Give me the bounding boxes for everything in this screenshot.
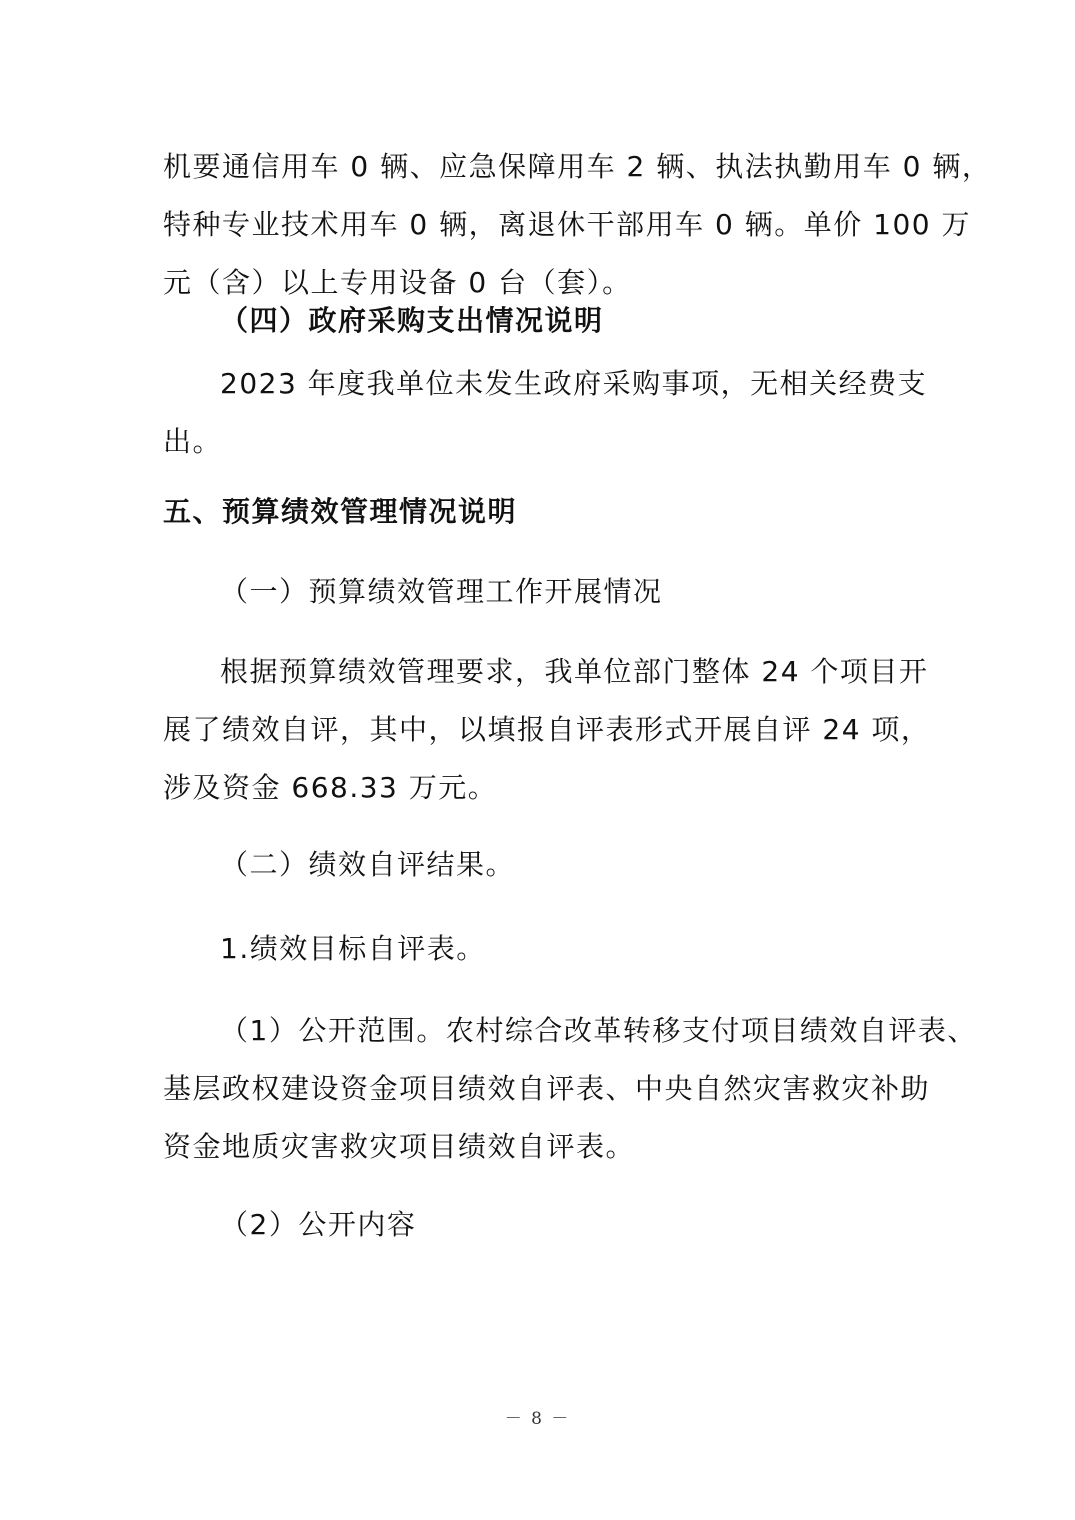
paragraph-line: 2023 年度我单位未发生政府采购事项，无相关经费支 — [220, 367, 928, 400]
paragraph-line: 涉及资金 668.33 万元。 — [163, 771, 498, 804]
paragraph-line: 基层政权建设资金项目绩效自评表、中央自然灾害救灾补助 — [163, 1072, 931, 1105]
paragraph-scope — [163, 1002, 977, 1176]
paragraph-line: 特种专业技术用车 0 辆，离退休干部用车 0 辆。单价 100 万 — [163, 208, 971, 241]
paragraph-line: 元（含）以上专用设备 0 台（套）。 — [163, 266, 632, 299]
page-number: － 8 － — [504, 1409, 571, 1429]
heading-section-5: 五、预算绩效管理情况说明 — [163, 495, 518, 528]
paragraph-performance — [163, 643, 931, 817]
paragraph-line: 展了绩效自评，其中，以填报自评表形式开展自评 24 项， — [163, 713, 931, 746]
paragraph-content: （2）公开内容 — [220, 1208, 417, 1241]
paragraph-vehicles — [163, 138, 992, 312]
heading-subsection-2: （二）绩效自评结果。 — [220, 848, 516, 881]
paragraph-line: 机要通信用车 0 辆、应急保障用车 2 辆、执法执勤用车 0 辆， — [163, 150, 992, 183]
paragraph-line: 资金地质灾害救灾项目绩效自评表。 — [163, 1130, 636, 1163]
heading-subsection-1: （一）预算绩效管理工作开展情况 — [220, 575, 663, 608]
paragraph-line: 根据预算绩效管理要求，我单位部门整体 24 个项目开 — [220, 655, 929, 688]
paragraph-procurement — [163, 355, 928, 471]
heading-procurement: （四）政府采购支出情况说明 — [220, 304, 604, 337]
heading-item-1: 1.绩效目标自评表。 — [220, 932, 486, 965]
paragraph-line: 出。 — [163, 425, 223, 458]
paragraph-line: （1）公开范围。农村综合改革转移支付项目绩效自评表、 — [220, 1014, 977, 1047]
